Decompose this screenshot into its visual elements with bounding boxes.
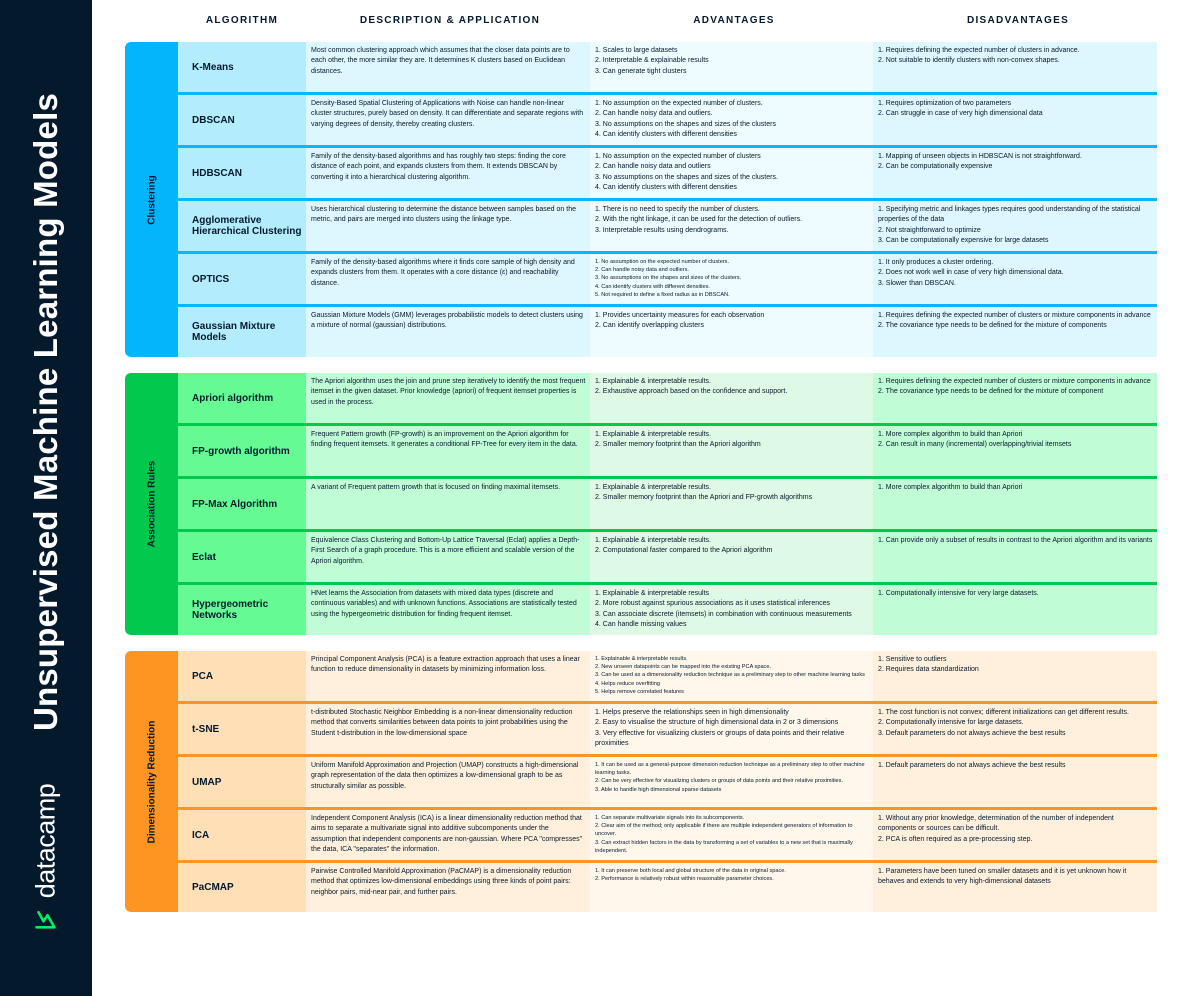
disadvantages-cell [873,254,1157,304]
disadvantages-cell [873,373,1157,423]
header-description: DESCRIPTION & APPLICATION [359,15,541,26]
table-row [178,863,1157,912]
disadvantage-item: Does not work well in case of very high dimensional data. [885,269,1064,277]
disadvantages-cell [873,42,1157,92]
algorithm-description: A variant of Frequent pattern growth that is focused on finding maximal itemsets. [306,479,590,529]
algorithm-name: UMAP [178,757,306,807]
section-rows [178,42,1157,357]
brand-name: datacamp [30,783,61,899]
advantage-item: Explainable & interpretable results. [601,656,688,662]
advantages-cell [590,373,873,423]
advantage-item: Can identify clusters with different densities. [601,283,710,290]
table-row [178,42,1157,95]
disadvantage-item: The covariance type needs to be defined for the mixture of component [885,388,1104,396]
algorithm-description: Family of the density-based algorithms where it finds core sample of high density and expands clusters from them. It operates with a core distance (ɛ) and reachability distance. [306,254,590,304]
section [125,42,1157,357]
datacamp-logo [31,784,62,933]
advantages-list [595,867,869,883]
advantage-item: Can generate tight clusters [602,67,687,75]
algorithm-description: Density-Based Spatial Clustering of Applications with Noise can handle non-linear cluster structures, purely based on density. It can differentiate and separate regions with varying degrees of density, thereby creating clusters. [306,95,590,145]
table-row [178,373,1157,426]
advantage-item: Can associate discrete (itemsets) in combination with continuous measurements [602,610,852,618]
disadvantages-cell [873,704,1157,754]
advantages-list [595,536,869,557]
disadvantage-item: The cost function is not convex; different initializations can get different results. [885,709,1129,716]
algorithm-name: FP-growth algorithm [178,426,306,476]
disadvantage-item: Parameters have been tuned on smaller datasets and it is yet unknown how it behaves and extends to very high-dimensional datasets [878,868,1127,886]
advantages-list [595,589,869,631]
advantage-item: More robust against spurious associations as it uses statistical inferences [602,600,831,608]
disadvantages-list [878,708,1153,739]
section-rows [178,373,1157,635]
advantage-item: Clear aim of the method; only applicable if there are multiple independent generators of information to uncover. [595,823,853,838]
advantage-item: There is no need to specify the number of clusters. [602,206,760,213]
advantages-cell [590,307,873,357]
advantage-item: It can preserve both local and global structure of the data in original space. [601,868,786,874]
advantages-cell [590,426,873,476]
advantage-item: With the right linkage, it can be used for the detection of outliers. [602,216,803,224]
poster-title: Unsupervised Machine Learning Models [27,92,64,732]
advantage-item: Can identify clusters with different densities [602,131,737,139]
algorithm-name: PCA [178,651,306,701]
advantages-cell [590,42,873,92]
disadvantages-list [878,152,1153,173]
advantages-cell [590,585,873,635]
datacamp-logo-icon [33,906,59,932]
disadvantage-item: Specifying metric and linkages types requires good understanding of the statistical properties of the data [878,206,1141,224]
section-label-text: Dimensionality Reduction [146,720,157,843]
advantage-item: Explainable & interpretable results [602,590,710,597]
header-advantages: ADVANTAGES [693,15,775,26]
disadvantages-list [878,761,1153,771]
disadvantages-cell [873,585,1157,635]
algorithm-name: ICA [178,810,306,860]
advantage-item: Helps remove correlated features [601,688,684,695]
advantage-item: No assumption on the expected number of clusters. [602,100,763,107]
table-row [178,585,1157,635]
algorithm-description: The Apriori algorithm uses the join and prune step iteratively to identify the most frequent itemset in the given dataset. Prior knowledge (apriori) of frequent itemset properties is used in the process. [306,373,590,423]
disadvantages-list [878,99,1153,120]
disadvantages-list [878,46,1153,67]
algorithm-name: K-Means [178,42,306,92]
advantage-item: No assumptions on the shapes and sizes of the clusters. [602,173,778,181]
disadvantage-item: Not suitable to identify clusters with non-convex shapes. [885,57,1060,65]
table-row [178,810,1157,863]
advantage-item: No assumption on the expected number of clusters. [601,259,730,265]
algorithm-description: Most common clustering approach which assumes that the closer data points are to each other, the more similar they are. It determines K clusters based on Euclidean distances. [306,42,590,92]
advantages-list [595,46,869,77]
disadvantage-item: The covariance type needs to be defined for the mixture of components [885,322,1107,330]
disadvantages-cell [873,148,1157,198]
disadvantages-list [878,311,1153,332]
algorithm-description: Independent Component Analysis (ICA) is a linear dimensionality reduction method that aims to separate a multivariate signal into additive subcomponents under the assumption that independent components are non-gaussian. Where PCA "compresses" the data, ICA "separates" the information. [306,810,590,860]
section-label [125,42,178,357]
advantage-item: Can identify clusters with different densities [602,184,737,192]
section [125,373,1157,635]
disadvantage-item: Can provide only a subset of results in contrast to the Apriori algorithm and its variants [885,537,1153,544]
table-row [178,201,1157,254]
algorithm-name: Apriori algorithm [178,373,306,423]
advantage-item: No assumption on the expected number of clusters [602,153,761,160]
disadvantage-item: Can result in many (incremental) overlapping/trivial itemsets [885,441,1072,449]
advantages-list [595,258,869,299]
disadvantage-item: Sensitive to outliers [885,656,947,663]
section-label-text: Clustering [146,174,157,225]
advantage-item: Able to handle high dimensional sparse datasets [600,786,722,793]
algorithm-name: Gaussian Mixture Models [178,307,306,357]
advantage-item: Explainable & interpretable results. [602,484,711,491]
advantages-list [595,377,869,398]
disadvantages-list [878,258,1153,289]
algorithm-name: DBSCAN [178,95,306,145]
table-row [178,254,1157,307]
disadvantages-cell [873,757,1157,807]
table-row [178,704,1157,757]
advantage-item: Can identify overlapping clusters [602,322,704,330]
disadvantage-item: Requires defining the expected number of clusters or mixture components in advance [885,312,1151,319]
section [125,651,1157,912]
algorithm-description: Uniform Manifold Approximation and Projection (UMAP) constructs a high-dimensional graph representation of the data then optimizes a low-dimensional graph to be as structurally similar as possible. [306,757,590,807]
disadvantages-list [878,377,1153,398]
algorithm-description: Family of the density-based algorithms and has roughly two steps: finding the core distance of each point, and expands clusters from them. It extends DBSCAN by converting it into a hierarchical clustering algorithm. [306,148,590,198]
advantages-list [595,761,869,794]
advantages-list [595,152,869,194]
table-row [178,532,1157,585]
advantage-item: Exhaustive approach based on the confidence and support. [602,388,788,396]
algorithm-description: Equivalence Class Clustering and Bottom-Up Lattice Traversal (Eclat) applies a Depth-First Search of a graph procedure. This is a more efficient and scalable version of the Apriori algorithm. [306,532,590,582]
disadvantage-item: Default parameters do not always achieve the best results [885,762,1066,769]
algorithm-name: t-SNE [178,704,306,754]
disadvantages-cell [873,810,1157,860]
disadvantage-item: Without any prior knowledge, determination of the number of independent components or sources can be difficult. [878,815,1114,833]
advantage-item: Can be very effective for visualizing clusters or groups of data points and their relative proximities. [601,778,844,785]
advantage-item: Explainable & interpretable results. [602,431,711,438]
advantage-item: Very effective for visualizing clusters or groups of data points and their relative proximities [595,729,845,748]
advantage-item: It can be used as a general-purpose dimension reduction technique as a preliminary step to other machine learning tasks. [595,762,865,777]
advantages-list [595,483,869,504]
disadvantages-cell [873,426,1157,476]
disadvantage-item: Can be computationally expensive [885,163,993,171]
algorithm-description: t-distributed Stochastic Neighbor Embedding is a non-linear dimensionality reduction method that converts similarities between data points to joint probabilities using the Student t-distribution in the low-dimensional space [306,704,590,754]
advantage-item: Computational faster compared to the Apriori algorithm [602,547,773,555]
disadvantage-item: Mapping of unseen objects in HDBSCAN is not straightforward. [885,153,1082,160]
disadvantages-cell [873,651,1157,701]
disadvantage-item: Requires defining the expected number of clusters or mixture components in advance [885,378,1151,385]
advantage-item: Easy to visualise the structure of high dimensional data in 2 or 3 dimensions [602,719,839,727]
algorithm-description: Frequent Pattern growth (FP-growth) is an improvement on the Apriori algorithm for finding frequent itemsets. It generates a conditional FP-Tree for every item in the data. [306,426,590,476]
advantage-item: Performance is relatively robust within reasonable parameter choices. [601,876,774,883]
disadvantage-item: Default parameters do not always achieve the best results [885,729,1066,737]
table-row [178,479,1157,532]
advantages-cell [590,810,873,860]
algorithm-name: HDBSCAN [178,148,306,198]
disadvantage-item: Can be computationally expensive for large datasets [885,237,1049,245]
advantages-list [595,708,869,750]
advantage-item: Can extract hidden factors in the data by transforming a set of variables to a new set that is maximally independent. [595,839,853,854]
advantage-item: Interpretable & explainable results [602,57,709,65]
disadvantages-list [878,430,1153,451]
advantages-cell [590,148,873,198]
advantages-cell [590,651,873,701]
disadvantages-cell [873,307,1157,357]
disadvantages-cell [873,863,1157,912]
disadvantage-item: PCA is often required as a pre-processing step. [885,835,1033,843]
section-label-text: Association Rules [146,460,157,548]
table-row [178,651,1157,704]
advantages-list [595,311,869,332]
table-row [178,307,1157,357]
disadvantages-list [878,536,1153,546]
algorithm-description: Principal Component Analysis (PCA) is a feature extraction approach that uses a linear function to reduce dimensionality in datasets by minimizing information loss. [306,651,590,701]
disadvantages-list [878,483,1153,493]
advantage-item: Explainable & interpretable results. [602,537,711,544]
disadvantages-cell [873,95,1157,145]
disadvantages-list [878,814,1153,845]
advantage-item: No assumptions on the shapes and sizes of the clusters. [601,275,742,282]
advantages-list [595,430,869,451]
advantage-item: New unseen datapoints can be mapped into the existing PCA space. [601,664,772,671]
sidebar [0,0,92,996]
advantage-item: No assumptions on the shapes and sizes of the clusters [602,120,776,128]
disadvantages-cell [873,479,1157,529]
section-label [125,373,178,635]
table-row [178,148,1157,201]
table-row [178,95,1157,148]
disadvantage-item: More complex algorithm to build than Apriori [885,431,1023,438]
advantage-item: Helps preserve the relationships seen in high dimensionality [602,709,789,716]
algorithm-description: HNet learns the Association from datasets with mixed data types (discrete and continuous variables) and with unknown functions. Associations are statistically tested using the hypergeometric distribution for finding frequent itemset. [306,585,590,635]
disadvantage-item: Computationally intensive for very large datasets. [885,590,1039,597]
disadvantages-list [878,589,1153,599]
table-row [178,757,1157,810]
algorithm-name: PaCMAP [178,863,306,912]
advantage-item: Can separate multivariate signals into its subcomponents. [601,815,745,821]
disadvantage-item: Requires data standardization [885,666,979,674]
algorithm-name: Hypergeometric Networks [178,585,306,635]
advantages-cell [590,757,873,807]
advantages-cell [590,863,873,912]
table-row [178,426,1157,479]
disadvantage-item: Can struggle in case of very high dimensional data [885,110,1043,118]
advantages-cell [590,201,873,251]
disadvantages-cell [873,201,1157,251]
algorithm-name: Eclat [178,532,306,582]
disadvantages-cell [873,532,1157,582]
advantages-list [595,814,869,855]
advantages-cell [590,254,873,304]
advantage-item: Can be used as a dimensionality reduction technique as a preliminary step to other machine learning tasks [601,672,865,679]
advantage-item: Can handle noisy data and outliers [602,163,711,171]
advantage-item: Scales to large datasets [602,47,678,54]
advantages-cell [590,95,873,145]
algorithm-name: FP-Max Algorithm [178,479,306,529]
header-algorithm: ALGORITHM [205,15,279,26]
algorithm-name: Agglomerative Hierarchical Clustering [178,201,306,251]
section-label [125,651,178,912]
disadvantage-item: Not straightforward to optimize [885,226,981,234]
disadvantage-item: It only produces a cluster ordering. [885,259,994,266]
disadvantages-list [878,655,1153,676]
section-rows [178,651,1157,912]
advantage-item: Can handle noisy data and outliers. [602,110,713,118]
disadvantages-list [878,205,1153,247]
disadvantage-item: Requires defining the expected number of clusters in advance. [885,47,1080,54]
advantage-item: Provides uncertainty measures for each observation [602,312,765,319]
algorithm-description: Pairwise Controlled Manifold Approximation (PaCMAP) is a dimensionality reduction method that optimizes low-dimensional embeddings using three kinds of point pairs: neighbor pairs, mid-near pair, and further pairs. [306,863,590,912]
disadvantage-item: Requires optimization of two parameters [885,100,1012,107]
algorithm-description: Uses hierarchical clustering to determine the distance between samples based on the metric, and pairs are merged into clusters using the linkage type. [306,201,590,251]
advantage-item: Interpretable results using dendrograms. [602,226,729,234]
disadvantage-item: More complex algorithm to build than Apriori [885,484,1023,491]
advantage-item: Smaller memory footprint than the Apriori and FP-growth algorithms [602,494,813,502]
disadvantage-item: Slower than DBSCAN. [885,279,956,287]
disadvantages-list [878,867,1153,888]
algorithm-name: OPTICS [178,254,306,304]
advantages-list [595,655,869,696]
advantage-item: Explainable & interpretable results. [602,378,711,385]
advantages-cell [590,704,873,754]
advantage-item: Can handle noisy data and outliers. [601,267,689,274]
advantages-list [595,99,869,141]
disadvantage-item: Computationally intensive for large datasets. [885,719,1024,727]
advantage-item: Smaller memory footprint than the Apriori algorithm [602,441,761,449]
advantages-list [595,205,869,236]
advantages-cell [590,532,873,582]
advantage-item: Can handle missing values [602,621,687,629]
advantage-item: Not required to define a fixed radius as in DBSCAN. [601,291,730,298]
advantage-item: Helps reduce overfitting [601,680,660,687]
header-disadvantages: DISADVANTAGES [966,15,1070,26]
algorithm-description: Gaussian Mixture Models (GMM) leverages probabilistic models to detect clusters using a mixture of normal (gaussian) distributions. [306,307,590,357]
advantages-cell [590,479,873,529]
